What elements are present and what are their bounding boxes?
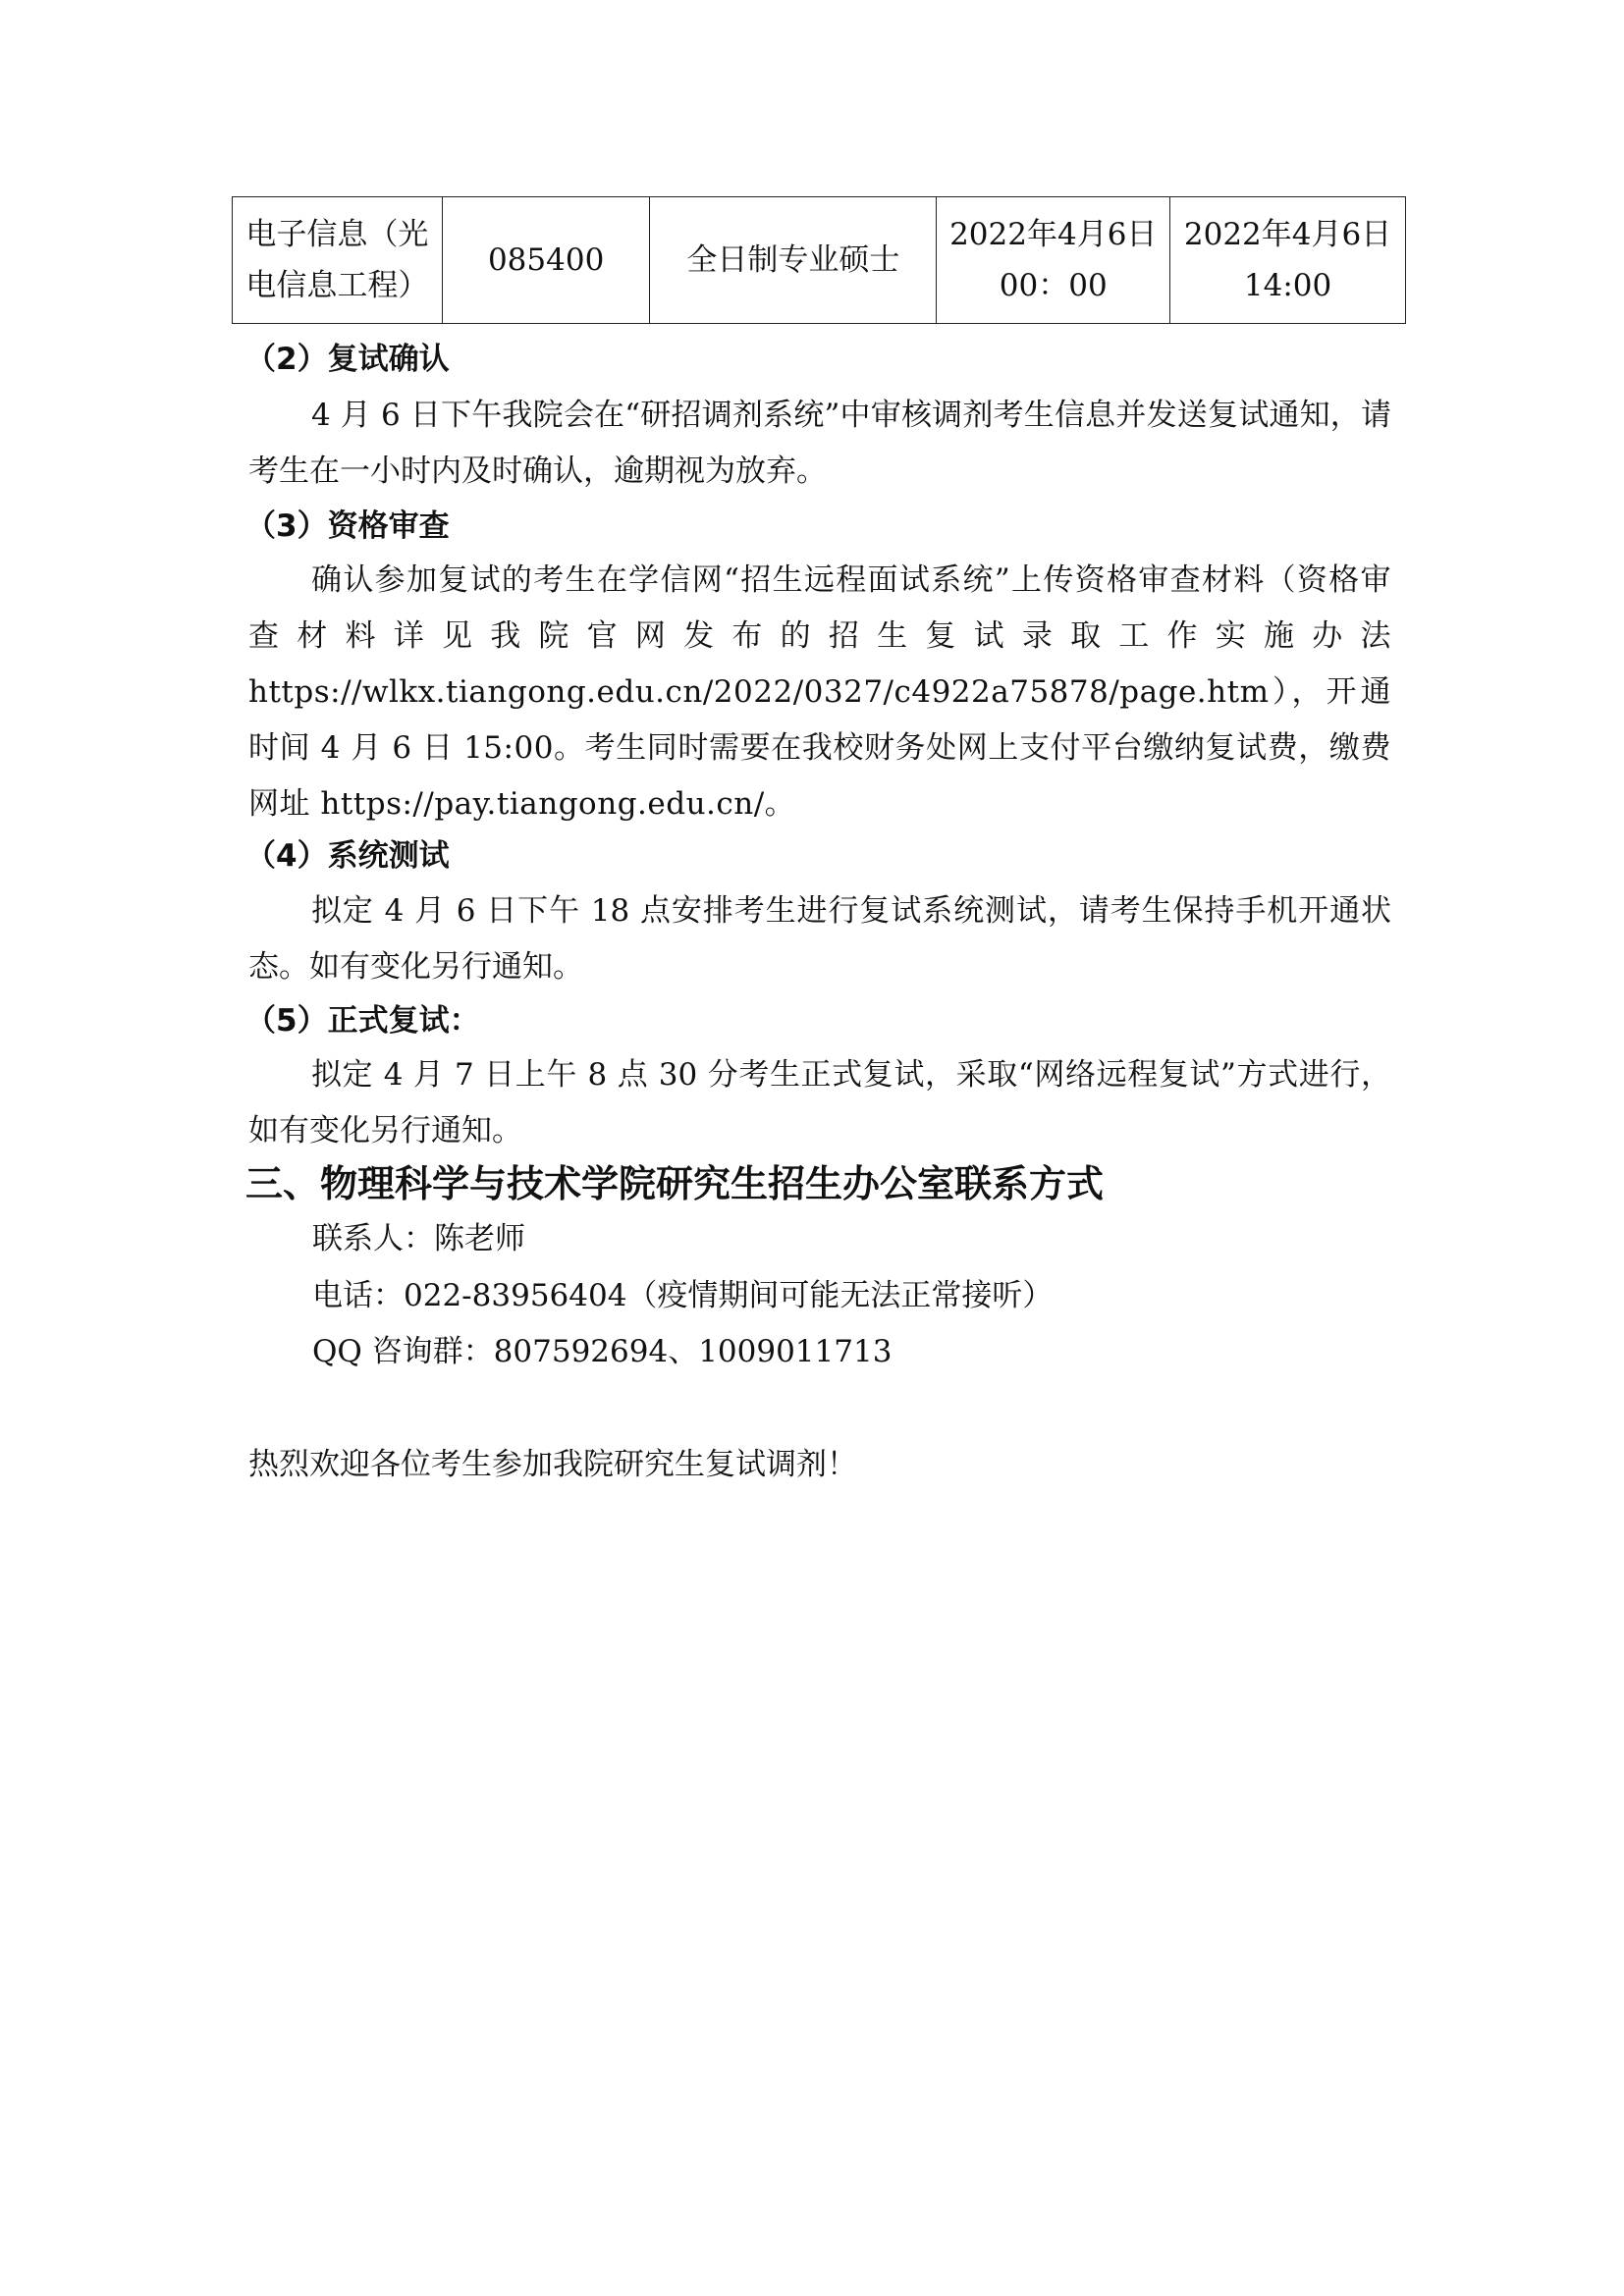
- heading-review: （3）资格审查: [245, 508, 450, 544]
- table-row: [233, 197, 1406, 324]
- paragraph-review: 确认参加复试的考生在学信网“招生远程面试系统”上传资格审查材料（资格审查材料详见我院官网发布的招生复试录取工作实施办法 https://wlkx.tiangong.edu.cn/2022/0327/c4922a75878/page.htm），开通时间 4 月 6 日 15:00。考生同时需要在我校财务处网上支付平台缴纳复试费，缴费网址 https://pay.tiangong.edu.cn/。: [248, 562, 1391, 822]
- paragraph-test: 拟定 4 月 6 日下午 18 点安排考生进行复试系统测试，请考生保持手机开通状态。如有变化另行通知。: [248, 893, 1391, 985]
- cell-start-time: 2022年4月6日 00：00: [937, 197, 1170, 324]
- closing-text: 热烈欢迎各位考生参加我院研究生复试调剂！: [248, 1447, 857, 1482]
- cell-code: 085400: [442, 197, 650, 324]
- paragraph-confirm: 4 月 6 日下午我院会在“研招调剂系统”中审核调剂考生信息并发送复试通知，请考生在一小时内及时确认，逾期视为放弃。: [248, 398, 1391, 489]
- section-heading-contact: 三、物理科学与技术学院研究生招生办公室联系方式: [245, 1162, 1105, 1205]
- paragraph-formal: 拟定 4 月 7 日上午 8 点 30 分考生正式复试，采取“网络远程复试”方式进行，如有变化另行通知。: [248, 1057, 1391, 1148]
- cell-end-time: 2022年4月6日 14:00: [1170, 197, 1406, 324]
- cell-degree-type: 全日制专业硕士: [650, 197, 937, 324]
- schedule-table: [232, 196, 1406, 324]
- heading-confirm: （2）复试确认: [245, 342, 450, 377]
- contact-qq-group: QQ 咨询群：807592694、1009011713: [312, 1334, 893, 1369]
- contact-phone: 电话：022-83956404（疫情期间可能无法正常接听）: [312, 1278, 1054, 1313]
- heading-formal: （5）正式复试：: [245, 1003, 480, 1039]
- cell-major: 电子信息（光电信息工程）: [233, 197, 443, 324]
- contact-person: 联系人：陈老师: [312, 1221, 525, 1256]
- heading-test: （4）系统测试: [245, 838, 450, 874]
